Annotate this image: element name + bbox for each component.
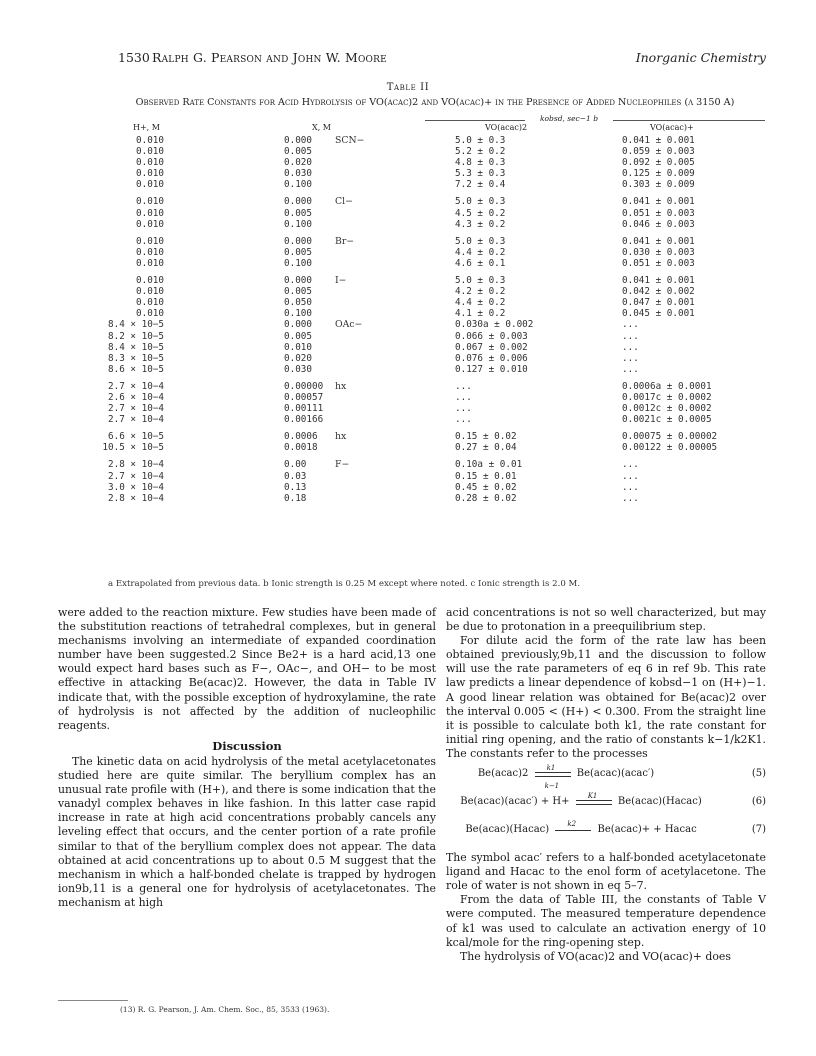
h-cell: 0.010 xyxy=(136,286,164,298)
paragraph: were added to the reaction mixture. Few studies have been made of the substitution reactions of tetrahedral complexes, but in general mechanisms involving an intermediate of expanded coordination number have been suggested.2 Since Be2+ is a hard acid,13 one would expect hard bases such as F−, OAc−, and OH− to be most effective in attacking Be(acac)2. However, the data in Table IV indicate that, with the possible exception of hydroxylamine, the rate of hydrolysis is not affected by the addition of nucleophilic reagents. xyxy=(58,606,436,732)
vo-acac2-cell: 0.066 ± 0.003 xyxy=(455,330,528,342)
vo-acac2-cell: ... xyxy=(455,391,472,403)
eq5-left: Be(acac)2 xyxy=(477,768,529,780)
x-cell: 0.050 xyxy=(284,297,312,309)
equation-7 xyxy=(446,819,766,851)
h-cell: 0.010 xyxy=(136,207,164,219)
vo-acac-plus-cell: 0.303 ± 0.009 xyxy=(622,179,695,191)
col-header-vo-acac-plus: VO(acac)+ xyxy=(650,123,694,132)
x-cell: 0.00111 xyxy=(284,403,324,415)
eq7-right: Be(acac)+ + Hacac xyxy=(597,824,697,836)
h-cell: 2.8 × 10−4 xyxy=(108,492,164,504)
eq6-left: Be(acac)(acac′) + H+ xyxy=(460,796,570,808)
x-cell: 0.0018 xyxy=(284,442,318,454)
x-cell: 0.100 xyxy=(284,179,312,191)
nucleophile-cell: I− xyxy=(335,275,347,287)
eq5-number: (5) xyxy=(751,768,766,780)
x-cell: 0.100 xyxy=(284,308,312,320)
table-row xyxy=(0,179,816,190)
reference-13: (13) R. G. Pearson, J. Am. Chem. Soc., 85, 3533 (1963). xyxy=(120,1005,330,1014)
vo-acac2-cell: 0.27 ± 0.04 xyxy=(455,442,517,454)
vo-acac2-cell: 4.4 ± 0.2 xyxy=(455,297,506,309)
vo-acac2-cell: 4.4 ± 0.2 xyxy=(455,246,506,258)
vo-acac-plus-cell: 0.045 ± 0.001 xyxy=(622,308,695,320)
h-cell: 3.0 × 10−4 xyxy=(108,481,164,493)
vo-acac2-cell: 4.2 ± 0.2 xyxy=(455,286,506,298)
x-cell: 0.000 xyxy=(284,275,312,287)
forward-arrow-icon: k2 xyxy=(555,825,591,835)
table-row xyxy=(0,414,816,425)
vo-acac2-cell: 5.2 ± 0.2 xyxy=(455,146,506,158)
x-cell: 0.00057 xyxy=(284,391,324,403)
table-row xyxy=(0,319,816,330)
eq7-number: (7) xyxy=(751,824,766,836)
h-cell: 2.7 × 10−4 xyxy=(108,380,164,392)
vo-acac2-cell: 4.1 ± 0.2 xyxy=(455,308,506,320)
vo-acac2-cell: 0.28 ± 0.02 xyxy=(455,492,517,504)
table-body xyxy=(0,135,816,504)
vo-acac-plus-cell: ... xyxy=(622,363,639,375)
footnote-divider xyxy=(58,1000,128,1001)
x-cell: 0.005 xyxy=(284,246,312,258)
vo-acac-plus-cell: 0.125 ± 0.009 xyxy=(622,168,695,180)
spanner-rule-right xyxy=(613,120,765,121)
h-cell: 0.010 xyxy=(136,179,164,191)
h-cell: 6.6 × 10−5 xyxy=(108,431,164,443)
x-cell: 0.13 xyxy=(284,481,307,493)
vo-acac-plus-cell: 0.051 ± 0.003 xyxy=(622,207,695,219)
h-cell: 8.4 × 10−5 xyxy=(108,341,164,353)
paragraph: From the data of Table III, the constants of Table V were computed. The measured temperature dependence of k1 was used to calculate an activation energy of 10 kcal/mole for the ring-opening step. xyxy=(446,893,766,949)
vo-acac-plus-cell: 0.0017c ± 0.0002 xyxy=(622,391,712,403)
eq6-number: (6) xyxy=(751,796,766,808)
paragraph: The kinetic data on acid hydrolysis of the metal acetylacetonates studied here are quite similar. The beryllium complex has an unusual rate profile with (H+), and there is some indication that the vanadyl complex behaves in like fashion. In this latter case rapid increase in rate at high acid concentrations probably cancels any leveling effect that occurs, and the center portion of a rate profile similar to that of the beryllium complex does not appear. The data obtained at acid concentrations up to about 0.5 M suggest that the mechanism in which a half-bonded chelate is trapped by hydrogen ion9b,11 is a general one for hydrolysis of acetylacetonates. The mechanism at high xyxy=(58,754,436,909)
vo-acac-plus-cell: 0.041 ± 0.001 xyxy=(622,275,695,287)
h-cell: 2.7 × 10−4 xyxy=(108,403,164,415)
h-cell: 0.010 xyxy=(136,146,164,158)
vo-acac2-cell: 4.8 ± 0.3 xyxy=(455,157,506,169)
vo-acac-plus-cell: 0.042 ± 0.002 xyxy=(622,286,695,298)
vo-acac-plus-cell: ... xyxy=(622,481,639,493)
vo-acac-plus-cell: ... xyxy=(622,492,639,504)
x-cell: 0.18 xyxy=(284,492,307,504)
vo-acac-plus-cell: 0.059 ± 0.003 xyxy=(622,146,695,158)
running-authors: Ralph G. Pearson and John W. Moore xyxy=(152,50,387,65)
equation-5 xyxy=(446,763,766,795)
h-cell: 2.6 × 10−4 xyxy=(108,391,164,403)
vo-acac-plus-cell: 0.046 ± 0.003 xyxy=(622,218,695,230)
table-row xyxy=(0,493,816,504)
table-row xyxy=(0,247,816,258)
vo-acac-plus-cell: 0.092 ± 0.005 xyxy=(622,157,695,169)
h-cell: 2.7 × 10−4 xyxy=(108,470,164,482)
table-row xyxy=(0,353,816,364)
vo-acac-plus-cell: ... xyxy=(622,470,639,482)
equilibrium-arrow-icon: $\frac{k1}{k-1}$ xyxy=(535,769,571,779)
table-row xyxy=(0,342,816,353)
table-row xyxy=(0,471,816,482)
journal-name: Inorganic Chemistry xyxy=(635,50,766,65)
vo-acac2-cell: 0.15 ± 0.02 xyxy=(455,431,517,443)
vo-acac2-cell: 5.0 ± 0.3 xyxy=(455,235,506,247)
table-row xyxy=(0,286,816,297)
h-cell: 8.2 × 10−5 xyxy=(108,330,164,342)
x-cell: 0.010 xyxy=(284,341,312,353)
vo-acac-plus-cell: 0.041 ± 0.001 xyxy=(622,196,695,208)
vo-acac-plus-cell: 0.041 ± 0.001 xyxy=(622,135,695,146)
table-row xyxy=(0,403,816,414)
vo-acac-plus-cell: 0.00075 ± 0.00002 xyxy=(622,431,718,443)
table-row xyxy=(0,236,816,247)
vo-acac2-cell: 4.3 ± 0.2 xyxy=(455,218,506,230)
table-row xyxy=(0,219,816,230)
x-cell: 0.005 xyxy=(284,286,312,298)
vo-acac2-cell: 0.10a ± 0.01 xyxy=(455,459,523,471)
table-label: Table II xyxy=(386,82,430,93)
h-cell: 0.010 xyxy=(136,135,164,146)
x-cell: 0.000 xyxy=(284,135,312,146)
col-header-vo-acac2: VO(acac)2 xyxy=(485,123,528,132)
paragraph: For dilute acid the form of the rate law has been obtained previously,9b,11 and the discussion to follow will use the rate parameters of eq 6 in ref 9b. This rate law predicts a linear dependence of kobsd−1 on (H+)−1. A good linear relation was obtained for Be(acac)2 over the interval 0.005 < (H+) < 0.300. From the straight line it is possible to calculate both k1, the rate constant for initial ring opening, and the ratio of constants k−1/k2K1. The constants refer to the processes xyxy=(446,634,766,760)
eq6-right: Be(acac)(Hacac) xyxy=(617,796,702,808)
x-cell: 0.03 xyxy=(284,470,307,482)
h-cell: 0.010 xyxy=(136,275,164,287)
vo-acac2-cell: 0.030a ± 0.002 xyxy=(455,319,534,331)
eq5-right: Be(acac)(acac′) xyxy=(576,768,655,780)
table-row xyxy=(0,459,816,470)
table-row xyxy=(0,146,816,157)
nucleophile-cell: Cl− xyxy=(335,196,353,208)
vo-acac2-cell: 5.0 ± 0.3 xyxy=(455,196,506,208)
h-cell: 0.010 xyxy=(136,308,164,320)
x-cell: 0.030 xyxy=(284,168,312,180)
nucleophile-cell: OAc− xyxy=(335,319,363,331)
page-header xyxy=(118,50,766,68)
h-cell: 2.7 × 10−4 xyxy=(108,414,164,426)
page-number: 1530 xyxy=(118,50,150,65)
x-cell: 0.020 xyxy=(284,352,312,364)
vo-acac2-cell: 7.2 ± 0.4 xyxy=(455,179,506,191)
x-cell: 0.0006 xyxy=(284,431,318,443)
x-cell: 0.00166 xyxy=(284,414,324,426)
vo-acac-plus-cell: 0.047 ± 0.001 xyxy=(622,297,695,309)
table-row xyxy=(0,168,816,179)
nucleophile-cell: Br− xyxy=(335,235,355,247)
table-footnotes: a Extrapolated from previous data. b Ionic strength is 0.25 M except where noted. c Ionic strength is 2.0 M. xyxy=(108,579,581,589)
x-cell: 0.005 xyxy=(284,146,312,158)
vo-acac2-cell: 0.15 ± 0.01 xyxy=(455,470,517,482)
table-row xyxy=(0,431,816,442)
col-header-h: H+, M xyxy=(133,123,160,132)
vo-acac2-cell: 5.0 ± 0.3 xyxy=(455,135,506,146)
nucleophile-cell: hx xyxy=(335,431,347,443)
section-heading: Discussion xyxy=(212,738,282,753)
h-cell: 0.010 xyxy=(136,196,164,208)
x-cell: 0.005 xyxy=(284,330,312,342)
vo-acac-plus-cell: ... xyxy=(622,352,639,364)
x-cell: 0.100 xyxy=(284,218,312,230)
paragraph: acid concentrations is not so well characterized, but may be due to protonation in a preequilibrium step. xyxy=(446,606,766,634)
vo-acac-plus-cell: 0.0006a ± 0.0001 xyxy=(622,380,712,392)
h-cell: 0.010 xyxy=(136,257,164,269)
table-row xyxy=(0,297,816,308)
vo-acac-plus-cell: 0.030 ± 0.003 xyxy=(622,246,695,258)
x-cell: 0.020 xyxy=(284,157,312,169)
h-cell: 0.010 xyxy=(136,235,164,247)
vo-acac2-cell: ... xyxy=(455,414,472,426)
vo-acac2-cell: 0.45 ± 0.02 xyxy=(455,481,517,493)
x-cell: 0.005 xyxy=(284,207,312,219)
vo-acac-plus-cell: ... xyxy=(622,459,639,471)
h-cell: 2.8 × 10−4 xyxy=(108,459,164,471)
table-row xyxy=(0,308,816,319)
x-cell: 0.030 xyxy=(284,363,312,375)
vo-acac-plus-cell: ... xyxy=(622,330,639,342)
table-row xyxy=(0,135,816,146)
h-cell: 0.010 xyxy=(136,157,164,169)
equilibrium-arrow-icon: K1 xyxy=(576,797,612,807)
right-column xyxy=(446,606,766,964)
table-row xyxy=(0,381,816,392)
vo-acac2-cell: 0.127 ± 0.010 xyxy=(455,363,528,375)
table-row xyxy=(0,275,816,286)
eq7-left: Be(acac)(Hacac) xyxy=(465,824,550,836)
col-header-x: X, M xyxy=(312,123,331,132)
table-row xyxy=(0,482,816,493)
vo-acac2-cell: 0.067 ± 0.002 xyxy=(455,341,528,353)
nucleophile-cell: hx xyxy=(335,380,347,392)
vo-acac-plus-cell: 0.0021c ± 0.0005 xyxy=(622,414,712,426)
vo-acac2-cell: ... xyxy=(455,403,472,415)
h-cell: 0.010 xyxy=(136,297,164,309)
equation-6 xyxy=(446,791,766,823)
vo-acac-plus-cell: 0.0012c ± 0.0002 xyxy=(622,403,712,415)
h-cell: 8.3 × 10−5 xyxy=(108,352,164,364)
x-cell: 0.00 xyxy=(284,459,307,471)
table-column-headers xyxy=(0,123,816,135)
vo-acac2-cell: 5.0 ± 0.3 xyxy=(455,275,506,287)
table-row xyxy=(0,364,816,375)
vo-acac-plus-cell: 0.041 ± 0.001 xyxy=(622,235,695,247)
nucleophile-cell: SCN− xyxy=(335,135,365,146)
vo-acac-plus-cell: ... xyxy=(622,341,639,353)
vo-acac-plus-cell: ... xyxy=(622,319,639,331)
vo-acac-plus-cell: 0.051 ± 0.003 xyxy=(622,257,695,269)
left-column xyxy=(58,606,436,910)
vo-acac-plus-cell: 0.00122 ± 0.00005 xyxy=(622,442,718,454)
vo-acac2-cell: ... xyxy=(455,380,472,392)
table-row xyxy=(0,258,816,269)
vo-acac2-cell: 4.6 ± 0.1 xyxy=(455,257,506,269)
table-row xyxy=(0,331,816,342)
kobs-header: kobsd, sec−1 b xyxy=(539,114,598,123)
table-row xyxy=(0,157,816,168)
vo-acac2-cell: 4.5 ± 0.2 xyxy=(455,207,506,219)
table-caption: Observed Rate Constants for Acid Hydrolysis of VO(acac)2 and VO(acac)+ in the Presence of Added Nucleophiles (λ 3150 A) xyxy=(135,97,735,108)
table-row xyxy=(0,392,816,403)
table-row xyxy=(0,196,816,207)
x-cell: 0.00000 xyxy=(284,380,324,392)
h-cell: 0.010 xyxy=(136,246,164,258)
x-cell: 0.100 xyxy=(284,257,312,269)
x-cell: 0.000 xyxy=(284,196,312,208)
vo-acac2-cell: 0.076 ± 0.006 xyxy=(455,352,528,364)
table-row xyxy=(0,208,816,219)
h-cell: 8.4 × 10−5 xyxy=(108,319,164,331)
paragraph: The hydrolysis of VO(acac)2 and VO(acac)+ does xyxy=(460,949,731,963)
nucleophile-cell: F− xyxy=(335,459,350,471)
paragraph: The symbol acac′ refers to a half-bonded acetylacetonate ligand and Hacac to the enol form of acetylacetone. The role of water is not shown in eq 5–7. xyxy=(446,851,766,893)
table-row xyxy=(0,442,816,453)
h-cell: 10.5 × 10−5 xyxy=(102,442,164,454)
spanner-rule-left xyxy=(425,120,525,121)
vo-acac2-cell: 5.3 ± 0.3 xyxy=(455,168,506,180)
x-cell: 0.000 xyxy=(284,319,312,331)
h-cell: 0.010 xyxy=(136,168,164,180)
h-cell: 8.6 × 10−5 xyxy=(108,363,164,375)
x-cell: 0.000 xyxy=(284,235,312,247)
h-cell: 0.010 xyxy=(136,218,164,230)
